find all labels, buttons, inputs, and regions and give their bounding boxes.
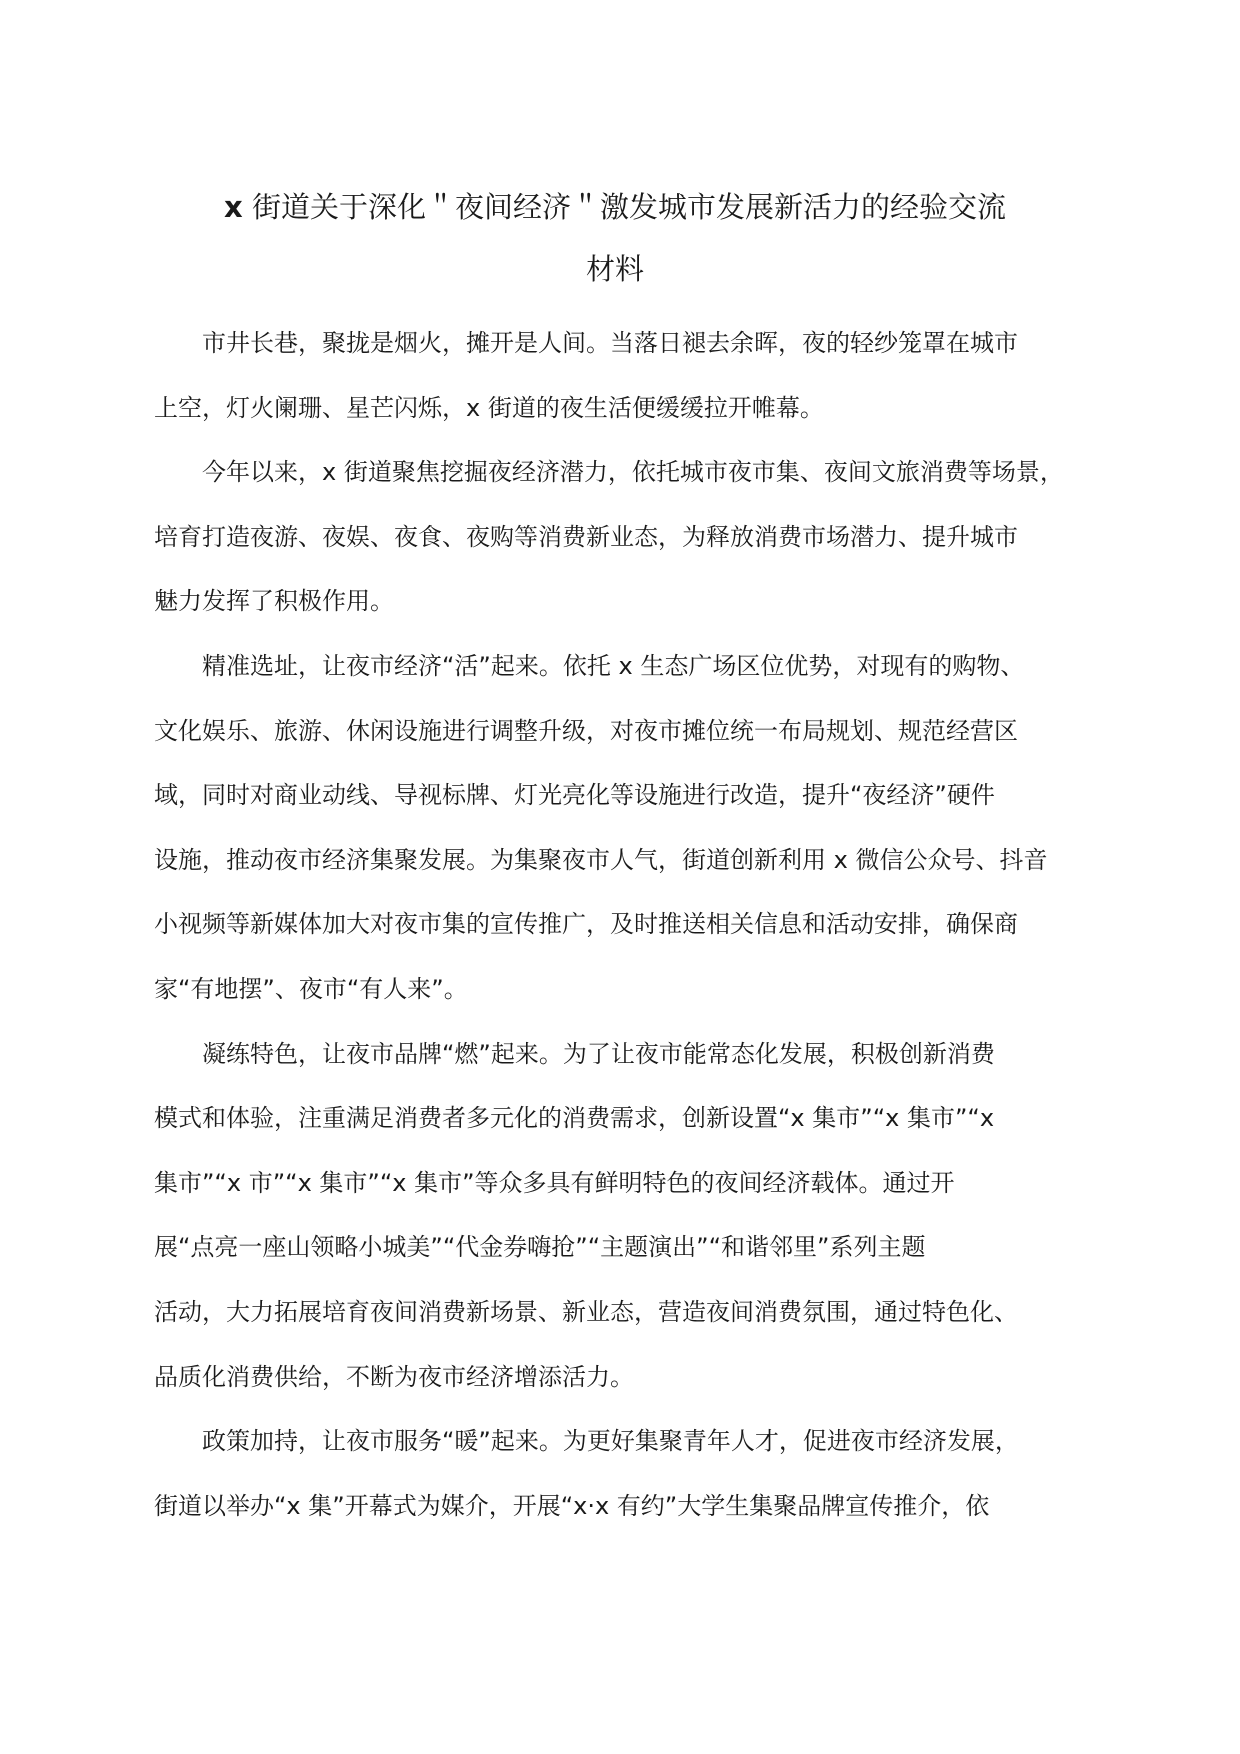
- paragraph-line: 小视频等新媒体加大对夜市集的宣传推广，及时推送相关信息和活动安排，确保商: [154, 910, 1018, 939]
- paragraph-line: 市井长巷，聚拢是烟火，摊开是人间。当落日褪去余晖，夜的轻纱笼罩在城市: [202, 329, 1018, 357]
- paragraph-5: [154, 1409, 1079, 1538]
- paragraph-line: 活动，大力拓展培育夜间消费新场景、新业态，营造夜间消费氛围，通过特色化、: [154, 1297, 1018, 1326]
- paragraph-line: 今年以来，x 街道聚焦挖掘夜经济潜力，依托城市夜市集、夜间文旅消费等场景，: [202, 458, 1064, 487]
- paragraph-2: [154, 440, 1079, 634]
- paragraph-line: 设施，推动夜市经济集聚发展。为集聚夜市人气，街道创新利用 x 微信公众号、抖音: [154, 845, 1048, 874]
- paragraph-3: [154, 634, 1079, 1022]
- paragraph-line: 上空，灯火阑珊、星芒闪烁，x 街道的夜生活便缓缓拉开帷幕。: [154, 393, 824, 422]
- paragraph-line: 品质化消费供给，不断为夜市经济增添活力。: [154, 1362, 634, 1391]
- paragraph-line: 凝练特色，让夜市品牌“燃”起来。为了让夜市能常态化发展，积极创新消费: [202, 1039, 995, 1068]
- paragraph-line: 魅力发挥了积极作用。: [154, 587, 394, 616]
- paragraph-line: 域，同时对商业动线、导视标牌、灯光亮化等设施进行改造，提升“夜经济”硬件: [154, 781, 995, 810]
- paragraph-line: 家“有地摆”、夜市“有人来”。: [154, 974, 468, 1003]
- paragraph-line: 集市”“x 市”“x 集市”“x 集市”等众多具有鲜明特色的夜间经济载体。通过开: [154, 1168, 955, 1197]
- paragraph-line: 培育打造夜游、夜娱、夜食、夜购等消费新业态，为释放消费市场潜力、提升城市: [154, 522, 1018, 551]
- paragraph-line: 政策加持，让夜市服务“暖”起来。为更好集聚青年人才，促进夜市经济发展，: [202, 1427, 1019, 1456]
- title-line-1: [150, 176, 1080, 238]
- paragraph-line: 展“点亮一座山领略小城美”“代金券嗨抢”“主题演出”“和谐邻里”系列主题: [154, 1233, 926, 1262]
- document-title: [150, 176, 1080, 300]
- title-prefix: x: [224, 190, 243, 224]
- document-body: [154, 311, 1079, 1538]
- paragraph-line: 街道以举办“x 集”开幕式为媒介，开展“x·x 有约”大学生集聚品牌宣传推介，依: [154, 1491, 990, 1520]
- paragraph-line: 精准选址，让夜市经济“活”起来。依托 x 生态广场区位优势，对现有的购物、: [202, 651, 1025, 680]
- paragraph-line: 文化娱乐、旅游、休闲设施进行调整升级，对夜市摊位统一布局规划、规范经营区: [154, 716, 1018, 745]
- paragraph-line: 模式和体验，注重满足消费者多元化的消费需求，创新设置“x 集市”“x 集市”“x: [154, 1104, 995, 1133]
- title-line-2: 材料: [585, 252, 644, 286]
- paragraph-1: [154, 311, 1079, 440]
- paragraph-4: [154, 1022, 1079, 1410]
- title-line-1-text: 街道关于深化＂夜间经济＂激发城市发展新活力的经验交流: [242, 190, 1006, 224]
